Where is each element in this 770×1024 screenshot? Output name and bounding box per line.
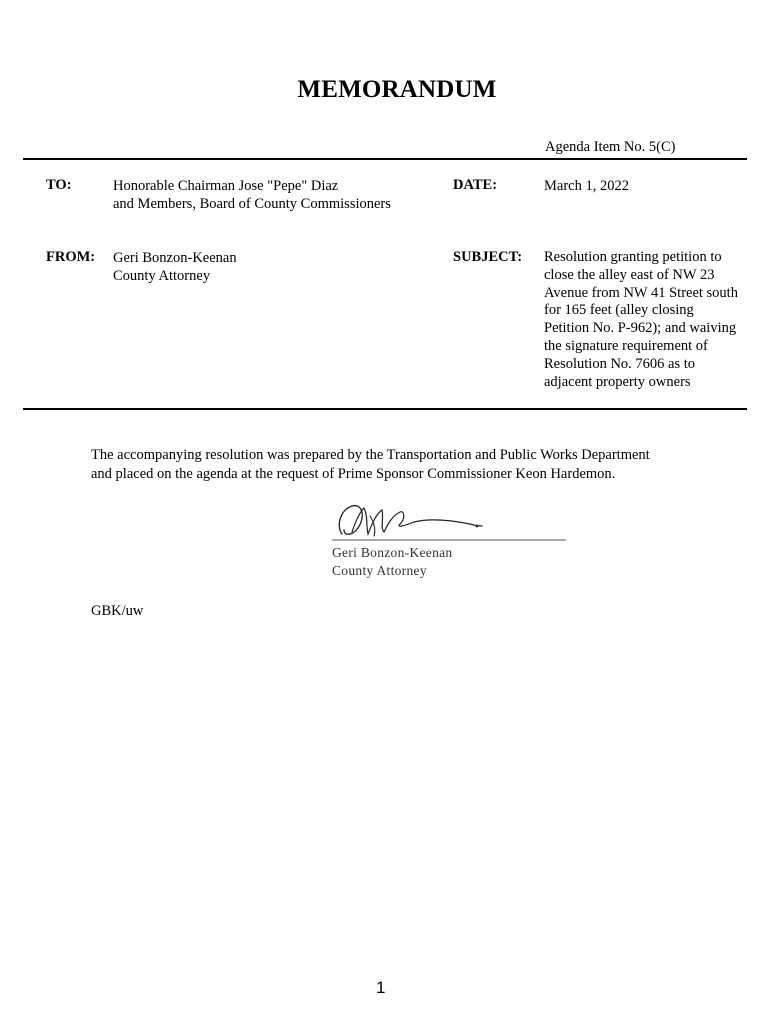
header-top-divider [23,158,747,160]
to-recipient [113,177,391,213]
header-bottom-divider [23,408,747,410]
subject-label: SUBJECT: [453,249,523,265]
signatory-title: County Attorney [332,562,427,578]
from-sender [113,249,237,285]
memo-body-line-2: and placed on the agenda at the request of Prime Sponsor Commissioner Keon Hardemon. [91,465,616,482]
signatory-name: Geri Bonzon-Keenan [332,545,453,560]
subject-line: Resolution granting petition to [544,249,722,265]
subject-line: for 165 feet (alley closing [544,302,694,319]
date-label: DATE: [453,177,498,193]
memo-body-line-1: The accompanying resolution was prepared by the Transportation and Public Works Department [91,447,650,463]
handwritten-signature [330,496,570,548]
date-value: March 1, 2022 [544,178,629,194]
to-recipient-line-1: Honorable Chairman Jose "Pepe" Diaz [113,178,339,194]
page-number: 1 [376,978,386,997]
signature-block [332,544,452,579]
subject-line: Resolution No. 7606 as to [544,355,696,372]
to-label: TO: [46,177,72,193]
typist-initials: GBK/uw [91,603,144,619]
from-sender-name: Geri Bonzon-Keenan [113,250,237,266]
from-sender-title: County Attorney [113,268,211,284]
memo-body [91,446,650,483]
subject-text [544,249,756,391]
agenda-item-number: Agenda Item No. 5(C) [545,139,676,155]
subject-line: Petition No. P-962); and waiving [544,320,737,337]
subject-line: close the alley east of NW 23 [544,266,715,283]
from-label: FROM: [46,249,96,265]
to-recipient-line-2: and Members, Board of County Commissioners [113,196,391,212]
subject-line: the signature requirement of [544,337,708,354]
memo-title: MEMORANDUM [297,76,497,103]
subject-line: adjacent property owners [544,373,691,390]
subject-line: Avenue from NW 41 Street south [544,284,738,301]
